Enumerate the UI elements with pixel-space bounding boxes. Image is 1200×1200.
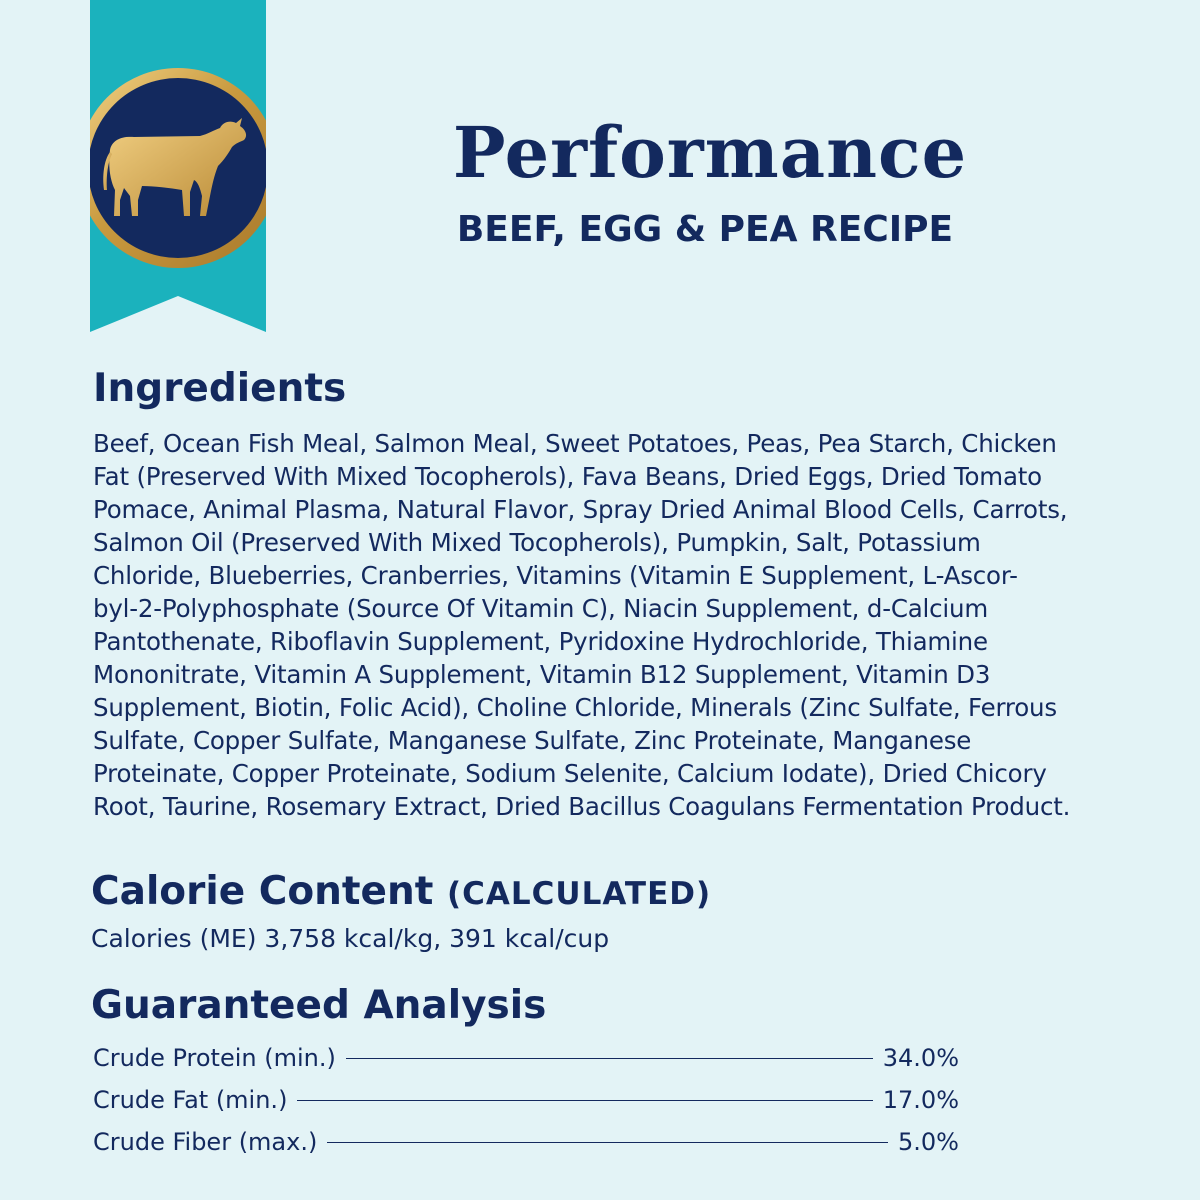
ingredients-line: Supplement, Biotin, Folic Acid), Choline Chloride, Minerals (Zinc Sulfate, Ferrous: [93, 693, 1057, 722]
analysis-value: 17.0%: [882, 1086, 959, 1114]
calorie-heading: [91, 869, 712, 914]
analysis-value: 34.0%: [882, 1044, 959, 1072]
ingredients-heading: Ingredients: [93, 366, 347, 411]
analysis-label: Crude Fat (min.): [93, 1086, 288, 1114]
calorie-heading-note: (CALCULATED): [447, 876, 712, 912]
ingredients-line: byl-2-Polyphosphate (Source Of Vitamin C), Niacin Supplement, d-Calcium: [93, 594, 989, 623]
ingredients-line: Pomace, Animal Plasma, Natural Flavor, Spray Dried Animal Blood Cells, Carrots,: [93, 495, 1068, 524]
analysis-label: Crude Fiber (max.): [93, 1128, 318, 1156]
ingredients-list: [93, 427, 1118, 823]
ingredients-line: Proteinate, Copper Proteinate, Sodium Selenite, Calcium Iodate), Dried Chicory: [93, 759, 1047, 788]
ingredients-line: Pantothenate, Riboflavin Supplement, Pyridoxine Hydrochloride, Thiamine: [93, 627, 988, 656]
analysis-row: [93, 1037, 959, 1079]
ingredients-line: Chloride, Blueberries, Cranberries, Vitamins (Vitamin E Supplement, L-Ascor-: [93, 561, 1018, 590]
ingredients-line: Root, Taurine, Rosemary Extract, Dried Bacillus Coagulans Fermentation Product.: [93, 792, 1071, 821]
calorie-value: Calories (ME) 3,758 kcal/kg, 391 kcal/cup: [91, 924, 610, 953]
product-title: Performance: [452, 111, 968, 194]
analysis-row: [93, 1079, 959, 1121]
calorie-heading-label: Calorie Content: [91, 869, 434, 914]
recipe-subtitle: BEEF, EGG & PEA RECIPE: [456, 209, 954, 250]
ingredients-line: Beef, Ocean Fish Meal, Salmon Meal, Sweet Potatoes, Peas, Pea Starch, Chicken: [93, 429, 1057, 458]
ingredients-line: Salmon Oil (Preserved With Mixed Tocopherols), Pumpkin, Salt, Potassium: [93, 528, 981, 557]
analysis-heading: Guaranteed Analysis: [91, 983, 547, 1028]
analysis-table: [93, 1037, 959, 1163]
ingredients-line: Fat (Preserved With Mixed Tocopherols), Fava Beans, Dried Eggs, Dried Tomato: [93, 462, 1042, 491]
recipe-ribbon-badge: [90, 0, 266, 332]
analysis-label: Crude Protein (min.): [93, 1044, 336, 1072]
leader-line: [327, 1142, 888, 1143]
analysis-value: 5.0%: [898, 1128, 959, 1156]
leader-line: [346, 1058, 873, 1059]
analysis-row: [93, 1121, 959, 1163]
leader-line: [297, 1100, 872, 1101]
ingredients-line: Sulfate, Copper Sulfate, Manganese Sulfate, Zinc Proteinate, Manganese: [93, 726, 972, 755]
ingredients-line: Mononitrate, Vitamin A Supplement, Vitamin B12 Supplement, Vitamin D3: [93, 660, 991, 689]
